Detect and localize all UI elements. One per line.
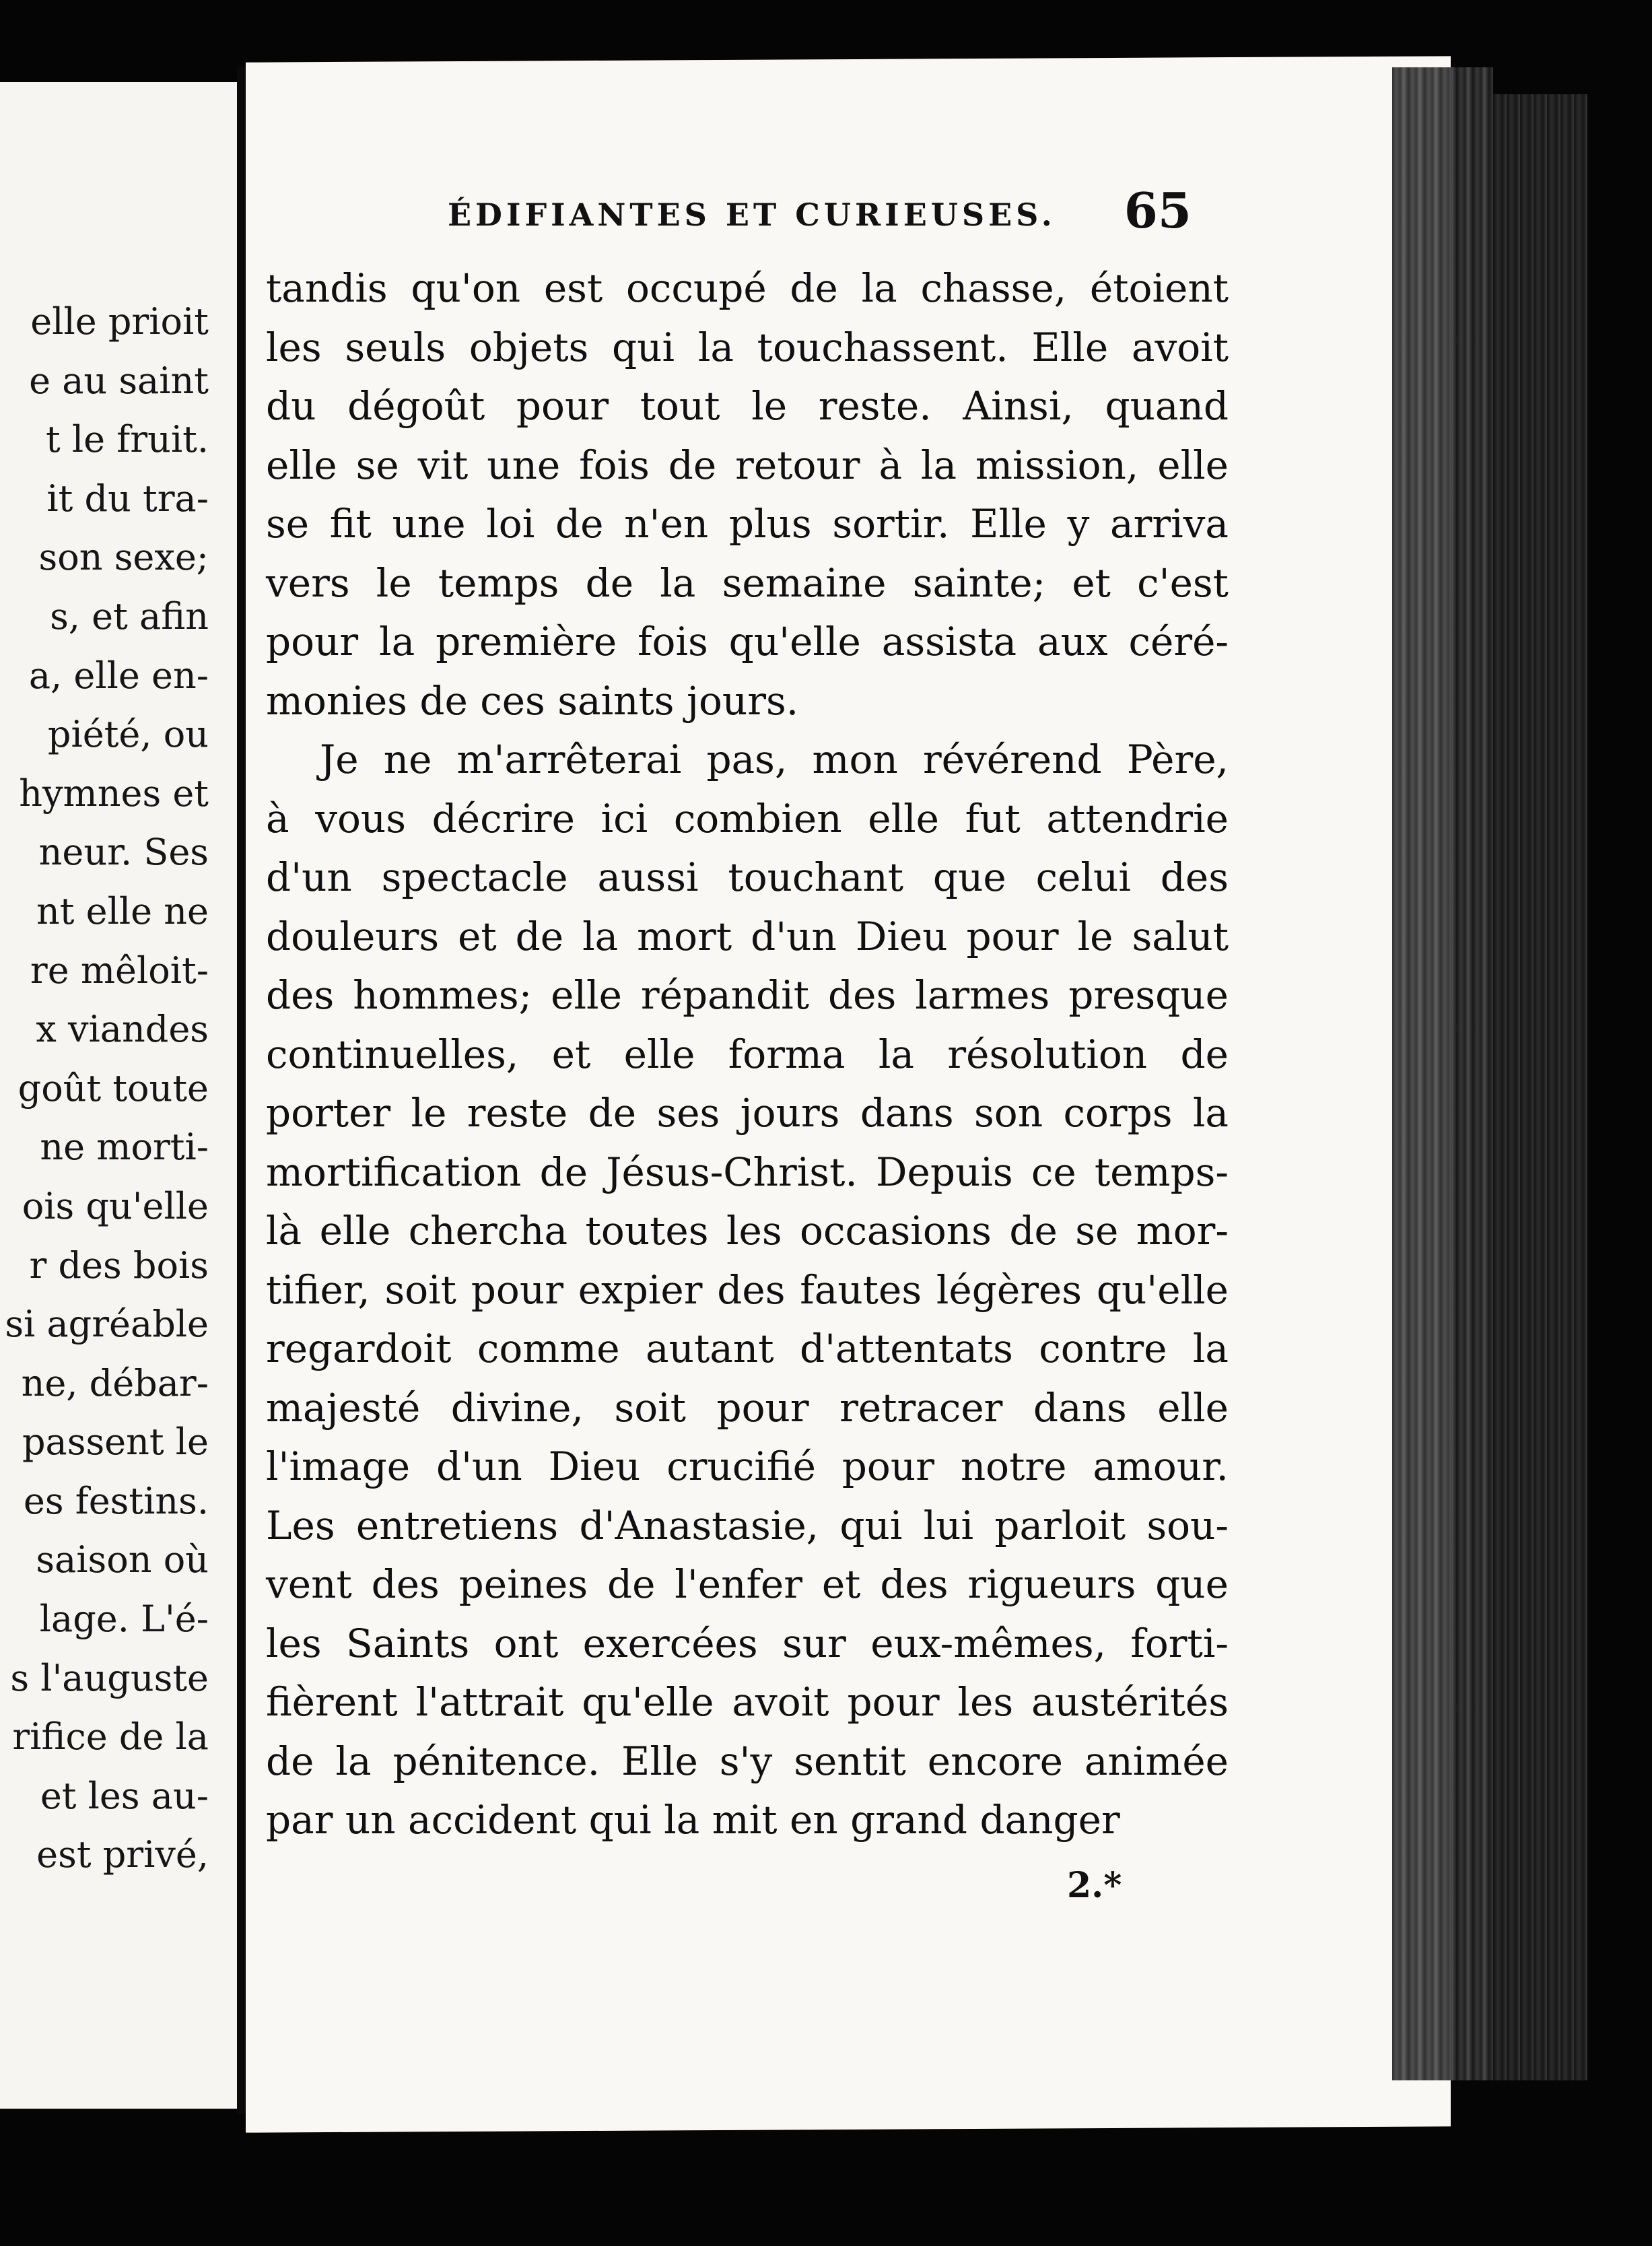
text-line: tandis qu'on est occupé de la chasse, étoient	[266, 265, 1229, 311]
text-line: l'image d'un Dieu crucifié pour notre amour.	[266, 1443, 1229, 1489]
left-page-line: ne, débar-	[21, 1361, 209, 1404]
page-edge	[1392, 67, 1493, 2080]
left-page-line: t le fruit.	[46, 418, 209, 461]
text-line: fièrent l'attrait qu'elle avoit pour les austérités	[266, 1679, 1229, 1725]
left-page-line: piété, ou	[47, 713, 209, 756]
book-edge	[1493, 94, 1587, 2080]
left-page-line: passent le	[22, 1421, 209, 1464]
left-page-line: ois qu'elle	[22, 1184, 209, 1227]
left-page-line: goût toute	[18, 1066, 209, 1110]
running-title: ÉDIFIANTES ET CURIEUSES.	[448, 197, 1056, 233]
left-page-line: hymnes et	[19, 772, 209, 815]
text-line: regardoit comme autant d'attentats contre la	[266, 1326, 1229, 1371]
left-page-line: s l'auguste	[10, 1656, 209, 1699]
left-page-line: si agréable	[5, 1303, 209, 1346]
text-line: d'un spectacle aussi touchant que celui des	[266, 854, 1229, 900]
left-page-line: nt elle ne	[36, 889, 209, 932]
text-line: des hommes; elle répandit des larmes presque	[266, 972, 1229, 1018]
text-line: les Saints ont exercées sur eux-mêmes, forti-	[266, 1620, 1229, 1666]
text-line: elle se vit une fois de retour à la mission, elle	[266, 442, 1229, 488]
signature-mark: 2.*	[1067, 1865, 1122, 1906]
left-page	[0, 82, 237, 2109]
text-line: Je ne m'arrêterai pas, mon révérend Père,	[320, 737, 1229, 782]
left-page-line: est privé,	[36, 1833, 209, 1876]
left-page-line: rifice de la	[12, 1715, 209, 1759]
left-page-line: x viandes	[36, 1008, 209, 1051]
text-line: mortification de Jésus-Christ. Depuis ce temps-	[266, 1149, 1229, 1195]
left-page-line: lage. L'é-	[39, 1598, 209, 1641]
left-page-text	[0, 292, 209, 1884]
text-line: douleurs et de la mort d'un Dieu pour le salut	[266, 913, 1229, 959]
text-line: vers le temps de la semaine sainte; et c'est	[266, 559, 1229, 606]
left-page-line: e au saint	[29, 359, 209, 402]
text-line: les seuls objets qui la touchassent. Elle avoit	[266, 324, 1229, 370]
left-page-line: s, et afin	[50, 594, 209, 638]
text-line: monies de ces saints jours.	[266, 677, 799, 724]
left-page-line: it du tra-	[46, 477, 209, 520]
text-line: porter le reste de ses jours dans son corps la	[266, 1090, 1229, 1136]
text-line: vent des peines de l'enfer et des rigueurs que	[266, 1561, 1229, 1607]
text-line: par un accident qui la mit en grand danger	[266, 1797, 1120, 1843]
left-page-line: re mêloit-	[30, 949, 209, 992]
text-line: se fit une loi de n'en plus sortir. Elle y arriva	[266, 501, 1229, 547]
text-line: du dégoût pour tout le reste. Ainsi, quand	[266, 383, 1229, 429]
page-header	[448, 182, 1192, 244]
left-page-line: et les au-	[40, 1774, 209, 1817]
left-page-line: ne morti-	[40, 1126, 209, 1169]
left-page-line: a, elle en-	[28, 654, 209, 697]
text-line: continuelles, et elle forma la résolution de	[266, 1031, 1229, 1077]
text-line: tifier, soit pour expier des fautes légères qu'elle	[266, 1266, 1229, 1313]
text-line: là elle chercha toutes les occasions de se mor-	[266, 1208, 1229, 1254]
left-page-line: es festins.	[23, 1479, 209, 1522]
left-page-line: neur. Ses	[38, 831, 209, 874]
text-line: Les entretiens d'Anastasie, qui lui parloit sou-	[266, 1502, 1229, 1549]
left-page-line: r des bois	[29, 1244, 209, 1287]
text-line: pour la première fois qu'elle assista aux céré-	[266, 619, 1229, 665]
text-line: majesté divine, soit pour retracer dans elle	[266, 1384, 1229, 1431]
left-page-line: son sexe;	[38, 536, 209, 579]
text-line: à vous décrire ici combien elle fut attendrie	[266, 795, 1229, 842]
left-page-line: elle prioit	[30, 300, 209, 343]
page-number: 65	[1124, 182, 1192, 239]
text-line: de la pénitence. Elle s'y sentit encore animée	[266, 1738, 1229, 1784]
body-text	[266, 259, 1229, 1850]
left-page-line: saison où	[36, 1538, 209, 1581]
